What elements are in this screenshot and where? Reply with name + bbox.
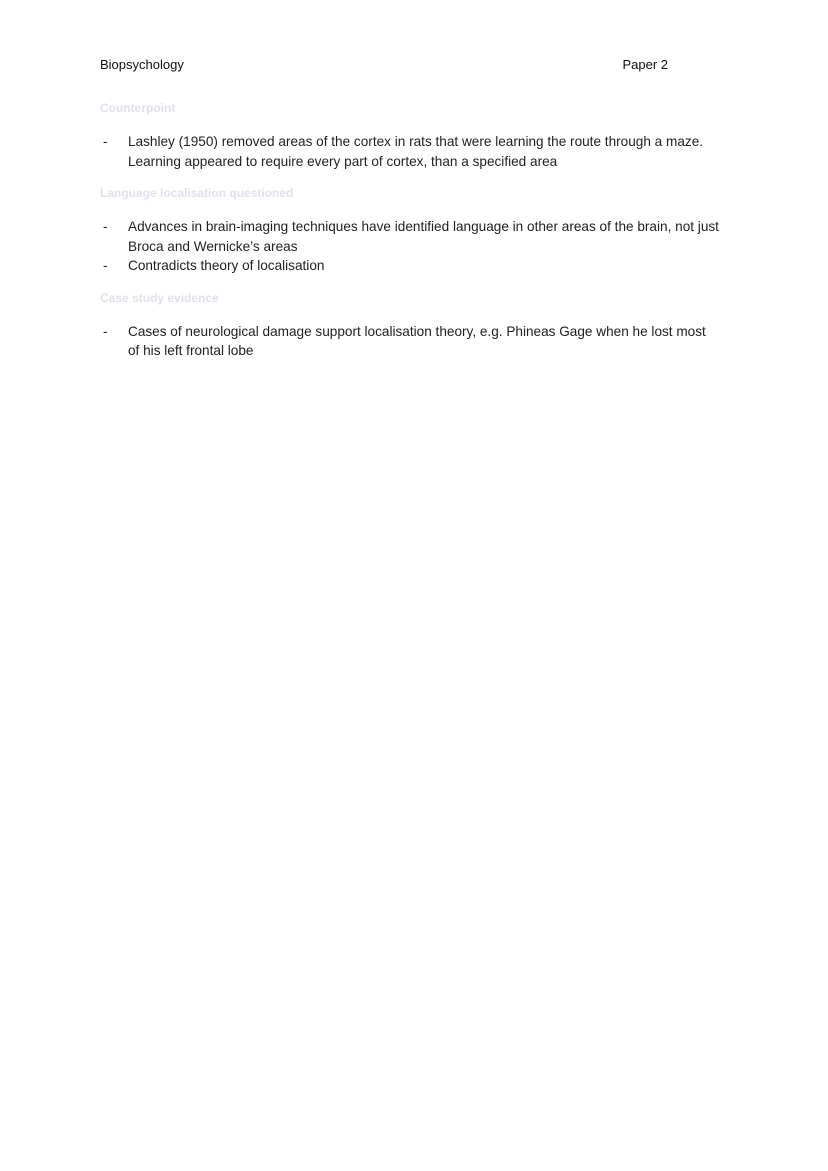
- list-item: [100, 256, 720, 276]
- list-item: [100, 132, 720, 171]
- list-item: [100, 322, 720, 361]
- section-heading: Counterpoint: [100, 101, 176, 115]
- bullet-text: Contradicts theory of localisation: [128, 258, 325, 273]
- bullet-text: Lashley (1950) removed areas of the cortex in rats that were learning the route through a maze. Learning appeared to require every part of cortex, than a specified area: [128, 134, 704, 169]
- section-heading: Language localisation questioned: [100, 186, 294, 200]
- section-heading: Case study evidence: [100, 290, 219, 305]
- dash-bullet: -: [103, 258, 108, 273]
- bullet-text: Advances in brain-imaging techniques have identified language in other areas of the brain, not just Broca and Wernicke’s areas: [128, 219, 719, 254]
- section-language-localisation: [100, 184, 720, 276]
- dash-bullet: -: [103, 323, 108, 339]
- bullet-list: [100, 322, 720, 361]
- header-paper: Paper 2: [622, 57, 668, 72]
- dash-bullet: -: [103, 219, 108, 234]
- page-header: [100, 57, 668, 75]
- list-item: [100, 217, 720, 256]
- header-subject: Biopsychology: [100, 57, 184, 72]
- bullet-text: Cases of neurological damage support localisation theory, e.g. Phineas Gage when he lost most of his left frontal lobe: [128, 323, 706, 358]
- section-counterpoint: [100, 99, 720, 171]
- dash-bullet: -: [103, 134, 108, 149]
- bullet-list: [100, 132, 720, 171]
- section-case-study: [100, 289, 720, 361]
- bullet-list: [100, 217, 720, 276]
- document-body: [100, 99, 720, 374]
